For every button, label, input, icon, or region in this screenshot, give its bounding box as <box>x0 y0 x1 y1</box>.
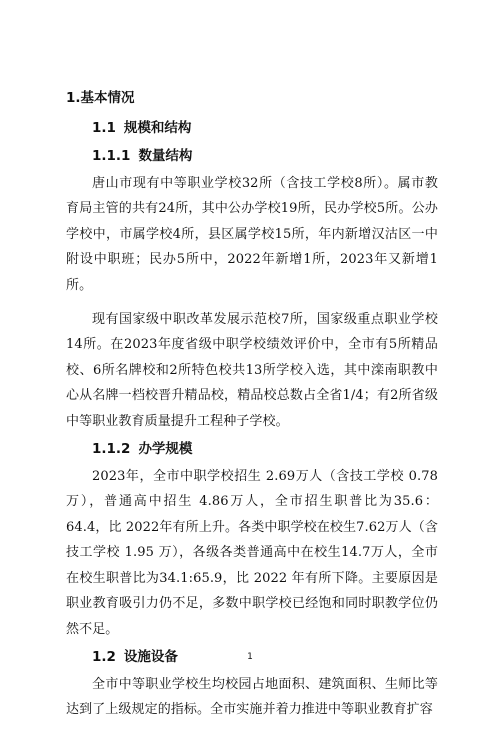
heading-quantity-structure <box>92 143 438 169</box>
section-title: 数量结构 <box>138 148 193 164</box>
section-number: 1.1 <box>92 120 116 136</box>
section-title: 设施设备 <box>123 648 178 665</box>
paragraph-enrollment: 2023年，全市中职学校招生 2.69万人（含技工学校 0.78万），普通高中招生 4.86万人，全市招生职普比为35.6：64.4，比 2022年有所上升。各类中职学校在校生7.62万人（含技工学校 1.95 万），各级各类普通高中在校生14.7万人，全市在校生职普比为34.1:65.9，比 2022 年有所下降。主要原因是职业教育吸引力仍不足，多数中职学校已经饱和同时职教学位仍然不足。 <box>66 469 438 637</box>
section-number: 1.1.2 <box>92 441 131 458</box>
paragraph-facilities: 全市中等职业学校生均校园占地面积、建筑面积、生师比等达到了上级规定的指标。全市实施并着力推进中等职业教育扩容 <box>66 676 438 718</box>
section-number: 1.2 <box>92 648 116 665</box>
page-number: 1 <box>247 652 253 662</box>
section-title: 规模和结构 <box>123 120 192 136</box>
heading-school-scale <box>92 436 438 462</box>
heading-basic-info: 1.基本情况 <box>66 90 135 106</box>
section-number: 1.1.1 <box>92 148 131 164</box>
document-body <box>66 86 438 732</box>
paragraph-school-quality: 现有国家级中职改革发展示范校7所，国家级重点职业学校14所。在2023年度省级中职学校绩效评价中，全市有5所精品校、6所名牌校和2所特色校共13所学校入选，其中滦南职教中心从名牌一档校晋升精品校，精品校总数占全省1/4；有2所省级中等职业教育质量提升工程种子学校。 <box>66 312 438 429</box>
paragraph-school-counts: 唐山市现有中等职业学校32所（含技工学校8所）。属市教育局主管的共有24所，其中公办学校19所，民办学校5所。公办学校中，市属学校4所，县区属学校15所，年内新增汉沽区一中附设中职班；民办5所中，2022年新增1所，2023年又新增1所。 <box>66 176 438 293</box>
section-title: 办学规模 <box>138 441 193 458</box>
heading-scale-structure <box>92 115 438 141</box>
